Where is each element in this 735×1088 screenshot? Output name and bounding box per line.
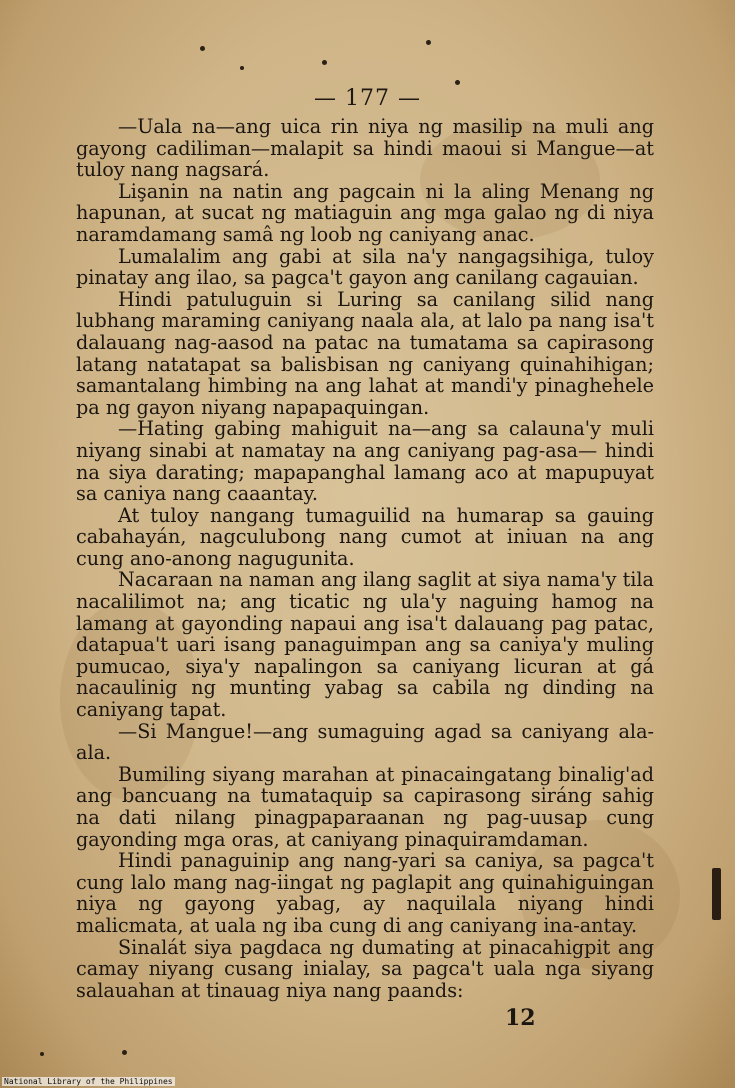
ink-speck bbox=[200, 46, 205, 51]
ink-speck bbox=[240, 66, 244, 70]
paragraph: Sinalát siya pagdaca ng dumating at pinacahigpit ang camay niyang cusang inialay, sa pagca't uala nga siyang salauahan at tinauag niya nang paands: bbox=[76, 935, 654, 1002]
paragraph: —Hating gabing mahiguit na—ang sa calauna'y muli niyang sinabi at namatay na ang caniyang pag-asa— hindi na siya darating; mapapanghal lamang aco at mapupuyat sa caniya nang caaantay. bbox=[76, 417, 654, 506]
page-number: — 177 — bbox=[314, 86, 421, 111]
ink-speck bbox=[322, 60, 327, 65]
paragraph: Bumiling siyang marahan at pinacaingatang binalig'ad ang bancuang na tumataquip sa capirasong siráng sahig na dati nilang pinagpaparaanan ng pag-uusap cung gayonding mga oras, at caniyang pinaquiramdaman. bbox=[76, 762, 654, 851]
paragraph: —Uala na—ang uica rin niya ng masilip na muli ang gayong cadiliman—malapit sa hindi maoui si Mangue—at tuloy nang nagsará. bbox=[76, 115, 654, 182]
paragraph: Hindi patuluguin si Luring sa canilang silid nang lubhang maraming caniyang naala ala, at lalo pa nang isa't dalauang nag-aasod na patac na tumatama sa capirasong latang natatapat sa balisbisan ng caniyang quinahihigan; samantalang himbing na ang lahat at mandi'y pinaghehele pa ng gayon niyang napapaquingan. bbox=[76, 287, 654, 419]
page-edge-mark bbox=[712, 868, 721, 920]
paragraph: Nacaraan na naman ang ilang saglit at siya nama'y tila nacalilimot na; ang ticatic ng ula'y naguing hamog na lamang at gayonding napaui ang isa't dalauang pag patac, datapua't uari isang panaguimpan ang sa caniya'y muling pumucao, siya'y napalingon sa caniyang licuran at gá nacaulinig ng munting yabag sa cabila ng dinding na caniyang tapat. bbox=[76, 568, 654, 722]
signature-mark: 12 bbox=[505, 1005, 536, 1031]
ink-speck bbox=[122, 1050, 127, 1055]
paragraph: Lumalalim ang gabi at sila na'y nangagsihiga, tuloy pinatay ang ilao, sa pagca't gayon ang canilang cagauian. bbox=[76, 244, 654, 290]
footer-credit: National Library of the Philippines bbox=[4, 1077, 173, 1086]
paragraph: At tuloy nangang tumaguilid na humarap sa gauing cabahayán, nagculubong nang cumot at iniuan na ang cung ano-anong nagugunita. bbox=[76, 503, 654, 570]
ink-speck bbox=[40, 1052, 44, 1056]
paragraph: Hindi panaguinip ang nang-yari sa caniya, sa pagca't cung lalo mang nag-iingat ng paglapit ang quinahiguingan niya ng gayong yabag, ay naquilala niyang hindi malicmata, at uala ng iba cung di ang caniyang ina-antay. bbox=[76, 849, 654, 937]
body-text bbox=[76, 116, 654, 1001]
ink-speck bbox=[426, 40, 431, 45]
paragraph: Lişanin na natin ang pagcain ni la aling Menang ng hapunan, at sucat ng matiaguin ang mga galao ng di niya naramdamang samâ ng loob ng caniyang anac. bbox=[76, 179, 654, 246]
paragraph: —Si Mangue!—ang sumaguing agad sa caniyang ala-ala. bbox=[76, 719, 654, 765]
ink-speck bbox=[455, 80, 460, 85]
